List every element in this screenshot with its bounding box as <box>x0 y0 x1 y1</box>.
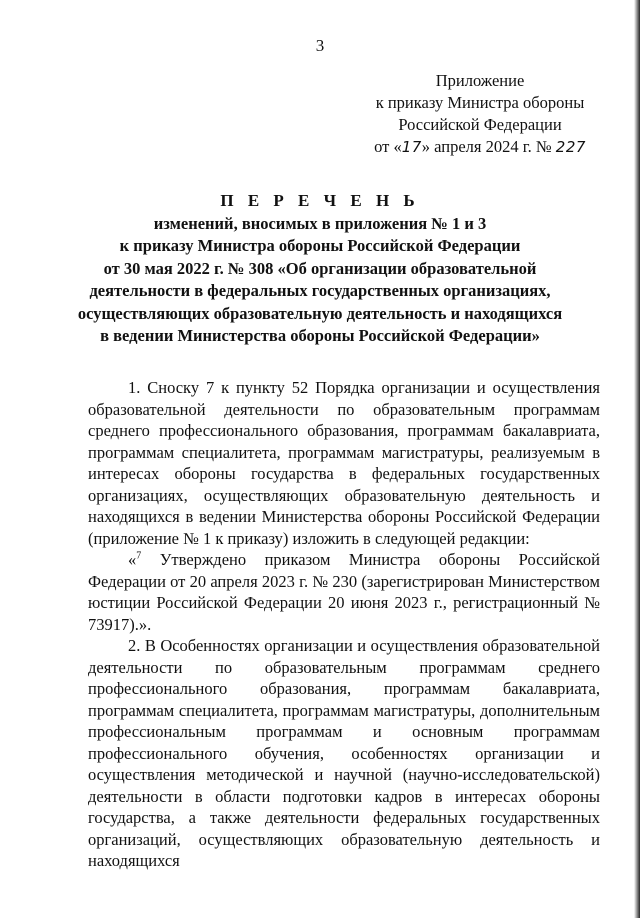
date-middle: » апреля 2024 г. № <box>421 137 556 156</box>
paragraph-2-text: Утверждено приказом Министра обороны Российской Федерации от 20 апреля 2023 г. № 230 (зарегистрирован Министерством юстиции Российской Федерации 20 июня 2023 г., регистрационный № 73917).». <box>88 550 600 634</box>
scan-edge-shadow <box>634 0 640 918</box>
heading-line-3: от 30 мая 2022 г. № 308 «Об организации образовательной <box>103 258 537 278</box>
heading-line-6: в ведении Министерства обороны Российской Федерации» <box>100 326 540 345</box>
approval-line-1: Приложение <box>435 71 525 90</box>
date-prefix: от « <box>374 137 402 156</box>
approval-line-3: Российской Федерации <box>398 115 562 134</box>
approval-block <box>355 70 605 158</box>
heading-line-2: к приказу Министра обороны Российской Федерации <box>119 236 521 255</box>
document-body <box>88 377 600 872</box>
footnote-marker: 7 <box>136 550 142 562</box>
heading-line-4: деятельности в федеральных государственных организациях, <box>89 281 551 300</box>
approval-date-line <box>355 136 605 158</box>
handwritten-day: 17 <box>401 138 422 156</box>
paragraph-1: 1. Сноску 7 к пункту 52 Порядка организации и осуществления образовательной деятельности по образовательным программам среднего профессионального образования, программам бакалавриата, программам специалитета, программам магистратуры, реализуемым в интересах обороны государства в федеральных государственных организациях, осуществляющих образовательную деятельность и находящихся в ведении Министерства обороны Российской Федерации (приложение № 1 к приказу) изложить в следующей редакции: <box>88 378 600 548</box>
document-heading <box>60 190 580 348</box>
handwritten-order-number: 227 <box>555 138 586 156</box>
heading-title: П Е Р Е Ч Е Н Ь <box>220 191 420 210</box>
quote-open: « <box>128 550 137 569</box>
heading-line-1: изменений, вносимых в приложения № 1 и 3 <box>153 213 487 233</box>
approval-line-2: к приказу Министра обороны <box>375 93 585 112</box>
page-number: 3 <box>315 36 325 55</box>
paragraph-3: 2. В Особенностях организации и осуществления образовательной деятельности по образовательным программам среднего профессионального образования, программам бакалавриата, программам специалитета, программам магистратуры, дополнительным профессиональным программам и основным программам профессионального обучения, особенностях организации и осуществления методической и научной (научно-исследовательской) деятельности в области подготовки кадров в интересах обороны государства, а также деятельности федеральных государственных организаций, осуществляющих образовательную деятельность и находящихся <box>88 636 600 870</box>
paragraph-2 <box>88 549 600 635</box>
heading-line-5: осуществляющих образовательную деятельность и находящихся <box>77 303 563 323</box>
